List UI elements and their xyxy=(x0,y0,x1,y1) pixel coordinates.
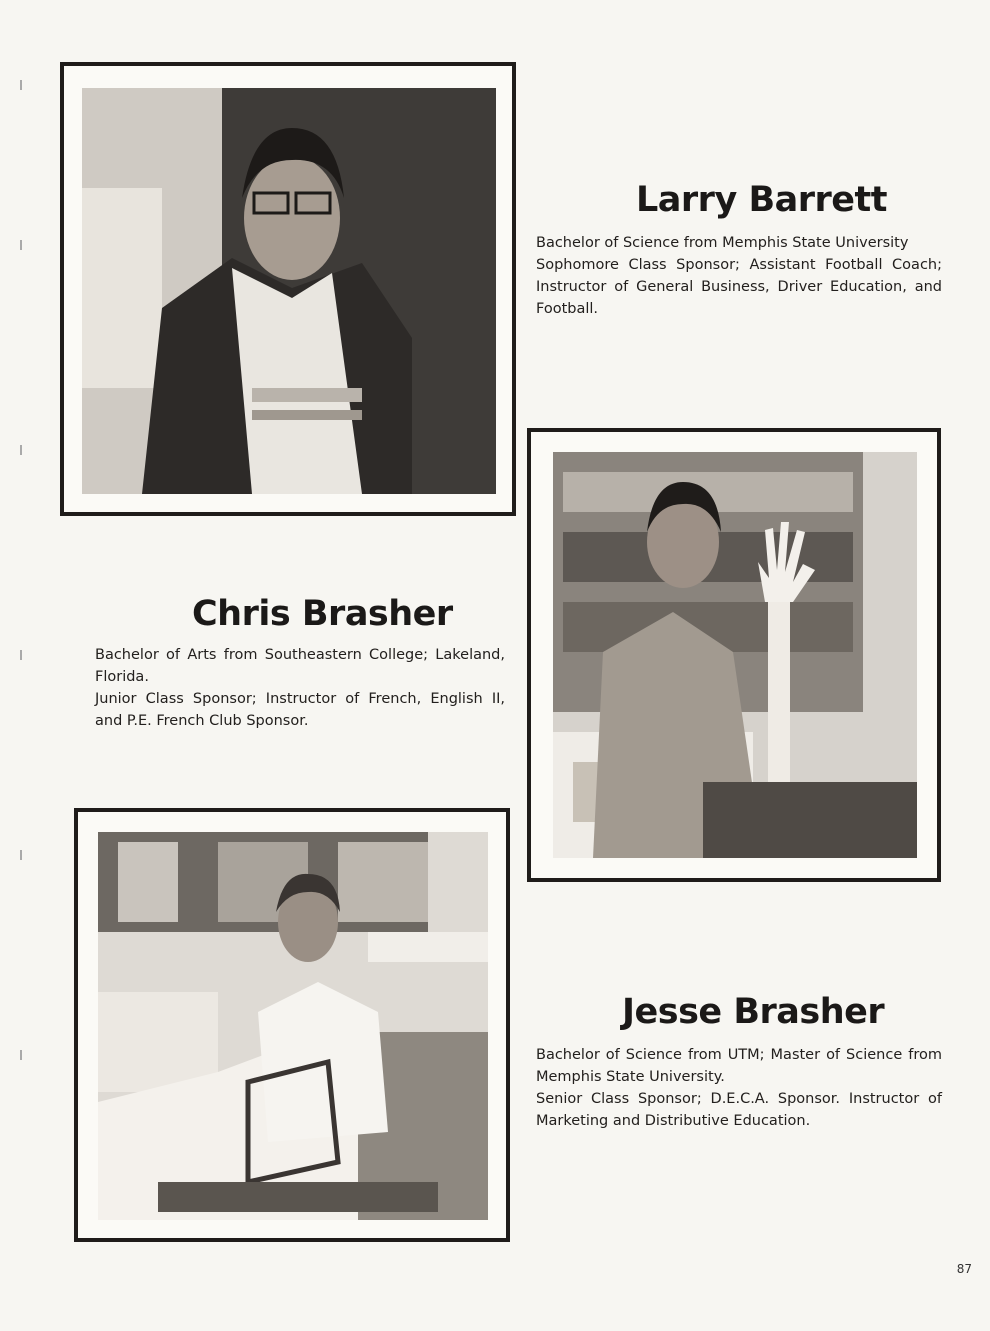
bio-duties: Sophomore Class Sponsor; Assistant Football Coach; Instructor of General Business, Driver Education, and Football. xyxy=(536,257,942,317)
teacher-bio xyxy=(536,232,942,320)
bio-duties: Senior Class Sponsor; D.E.C.A. Sponsor. Instructor of Marketing and Distributive Education. xyxy=(536,1091,942,1129)
teacher-name: Larry Barrett xyxy=(636,180,887,220)
margin-mark xyxy=(20,445,22,455)
margin-mark xyxy=(20,850,22,860)
portrait-photo-larry-barrett xyxy=(82,88,496,494)
bio-education: Bachelor of Science from Memphis State University xyxy=(536,235,909,251)
teacher-name: Jesse Brasher xyxy=(622,992,885,1032)
bio-duties: Junior Class Sponsor; Instructor of French, English II, and P.E. French Club Sponsor. xyxy=(95,691,505,729)
teacher-bio xyxy=(536,1044,942,1132)
bio-education: Bachelor of Arts from Southeastern College; Lakeland, Florida. xyxy=(95,647,505,685)
teacher-bio xyxy=(95,644,505,732)
photo-frame-chris-brasher xyxy=(527,428,941,882)
portrait-photo-jesse-brasher xyxy=(98,832,488,1220)
photo-frame-jesse-brasher xyxy=(74,808,510,1242)
teacher-name: Chris Brasher xyxy=(192,594,453,634)
photo-frame-larry-barrett xyxy=(60,62,516,516)
bio-education: Bachelor of Science from UTM; Master of Science from Memphis State University. xyxy=(536,1047,942,1085)
margin-mark xyxy=(20,650,22,660)
margin-mark xyxy=(20,80,22,90)
margin-mark xyxy=(20,1050,22,1060)
page-number: 87 xyxy=(956,1262,972,1276)
portrait-photo-chris-brasher xyxy=(553,452,917,858)
margin-mark xyxy=(20,240,22,250)
